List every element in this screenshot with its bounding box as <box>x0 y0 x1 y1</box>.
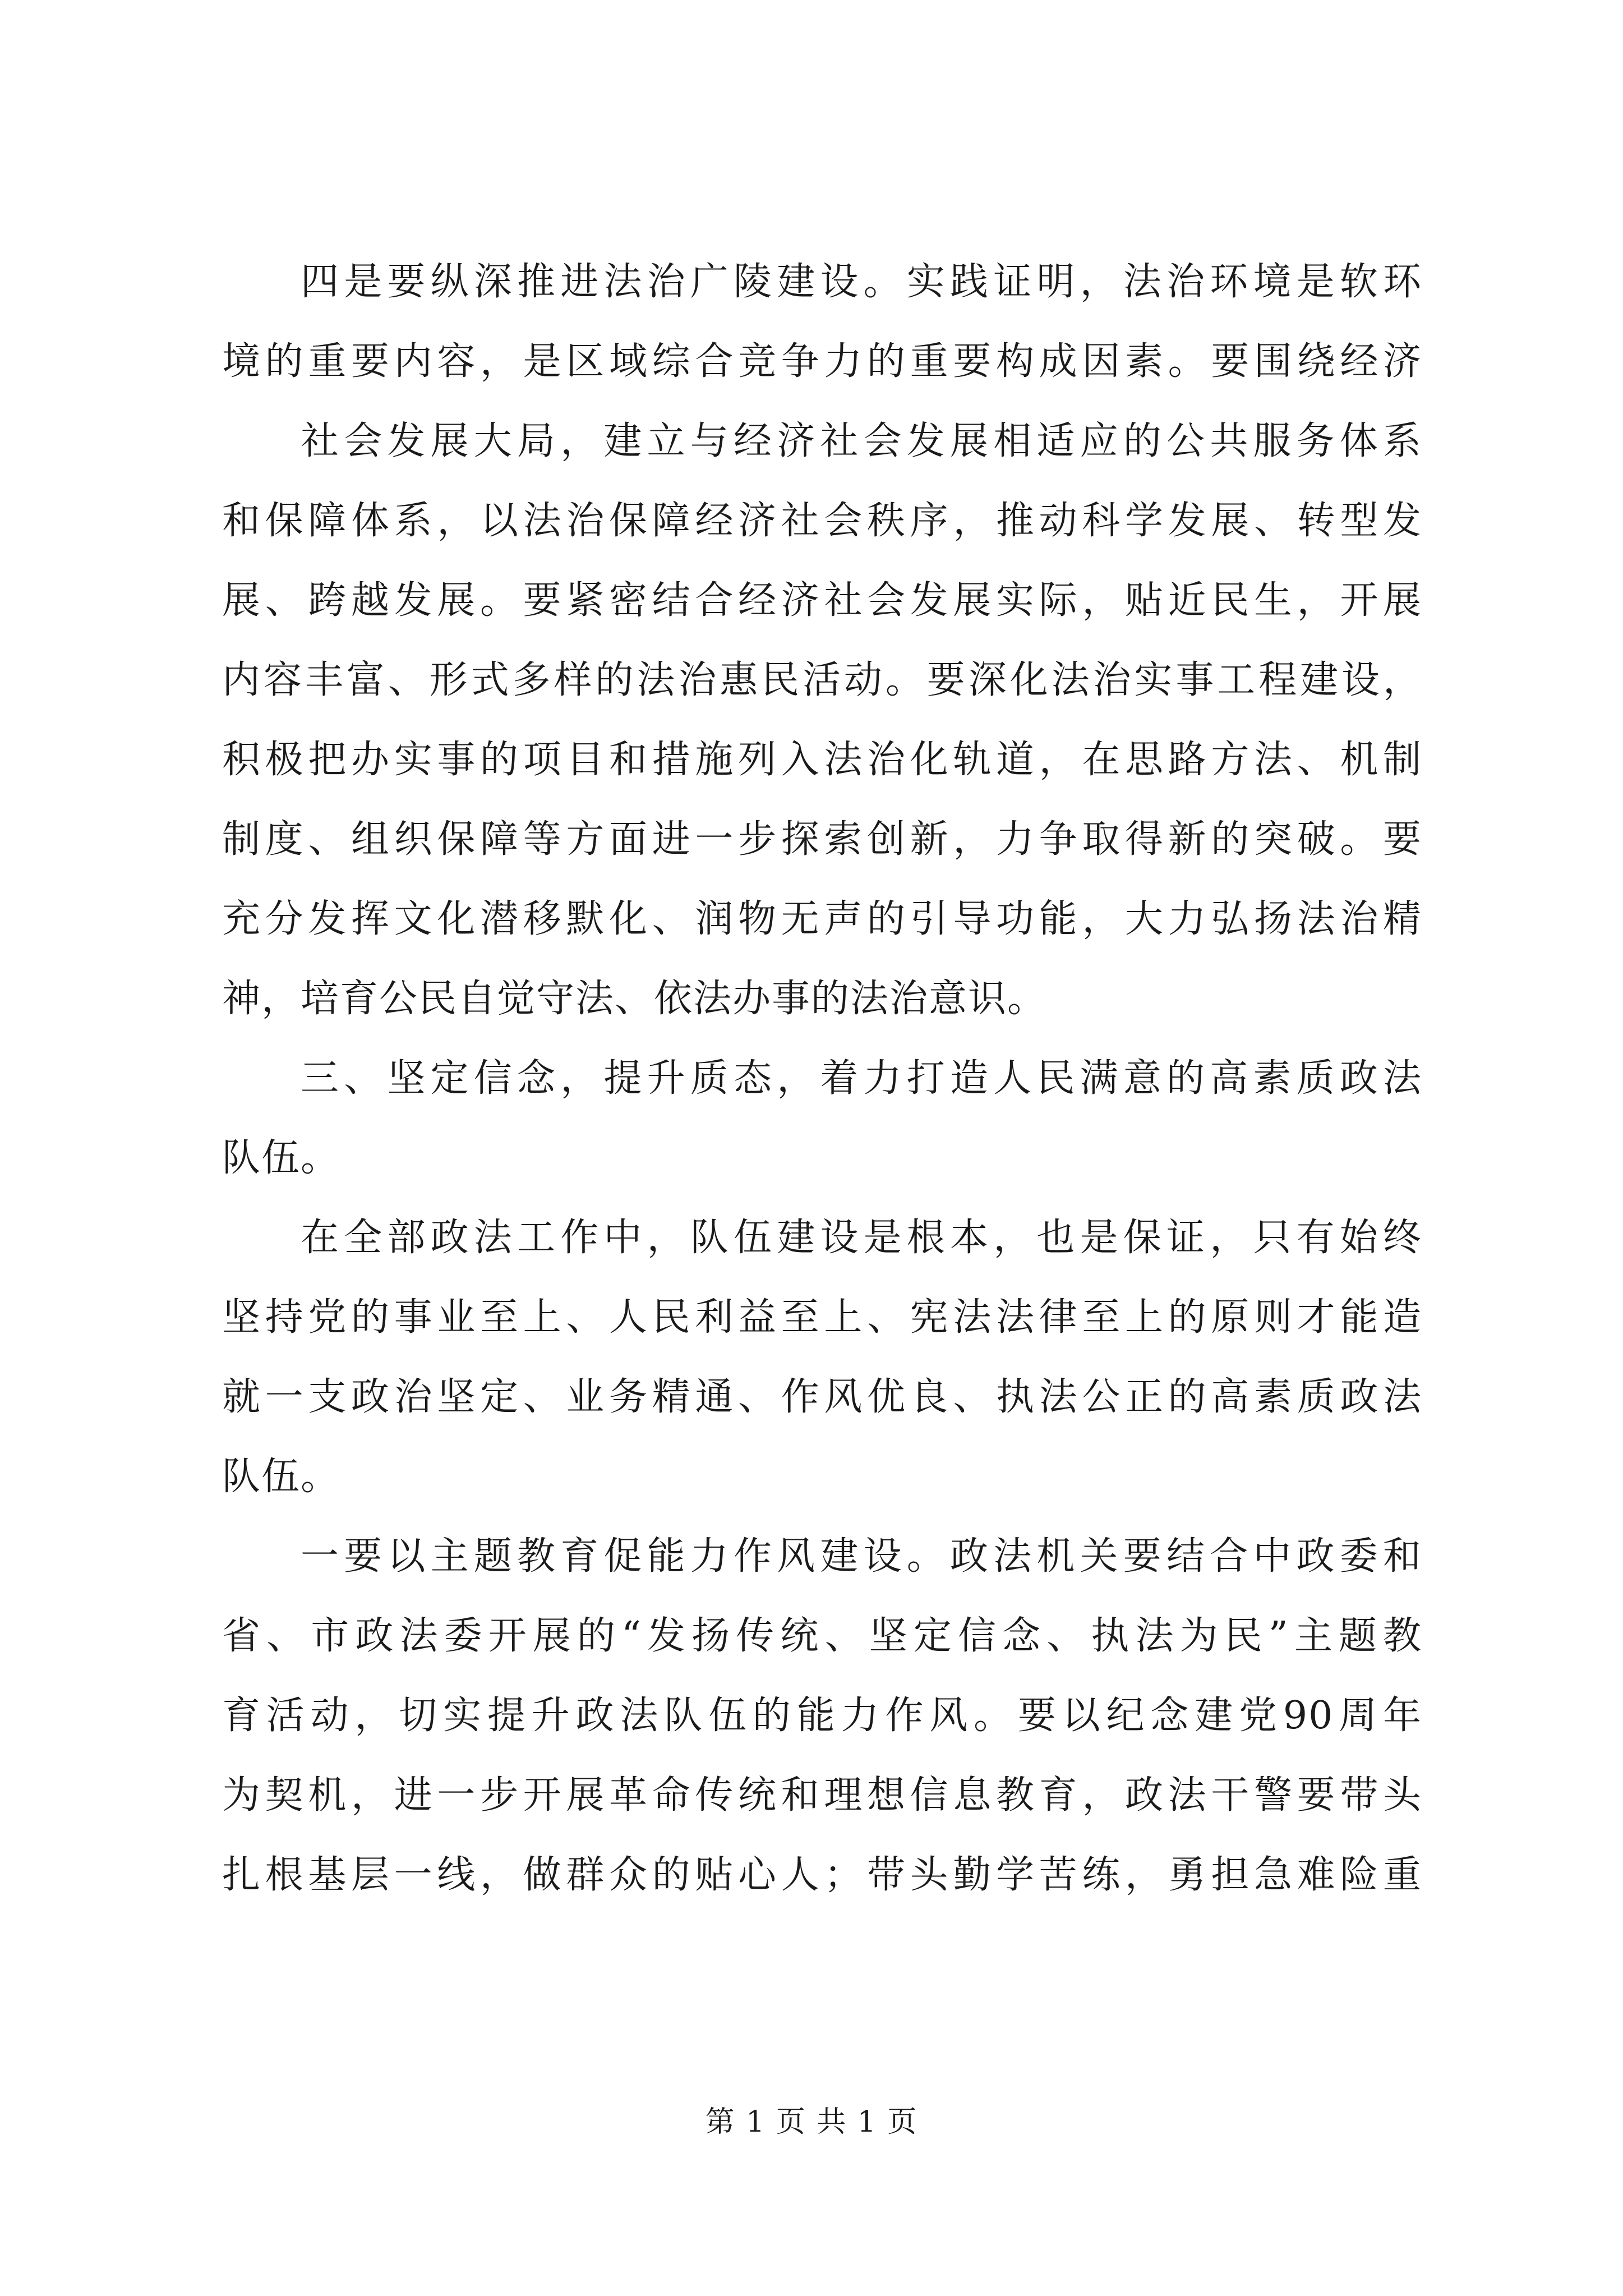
text-line: 境的重要内容，是区域综合竞争力的重要构成因素。要围绕经济 <box>222 339 1422 384</box>
document-body <box>222 242 1422 1915</box>
text-line: 积极把办实事的项目和措施列入法治化轨道，在思路方法、机制 <box>222 738 1422 782</box>
text-line: 一要以主题教育促能力作风建设。政法机关要结合中政委和 <box>301 1534 1422 1579</box>
text-line: 神，培育公民自觉守法、依法办事的法治意识。 <box>222 977 1047 1021</box>
text-line: 队伍。 <box>222 1455 340 1499</box>
text-line: 育活动，切实提升政法队伍的能力作风。要以纪念建党90周年 <box>222 1694 1422 1738</box>
text-line: 三、坚定信念，提升质态，着力打造人民满意的高素质政法 <box>301 1056 1422 1101</box>
text-line: 在全部政法工作中，队伍建设是根本，也是保证，只有始终 <box>301 1216 1422 1260</box>
text-line: 队伍。 <box>222 1136 340 1180</box>
text-line: 充分发挥文化潜移默化、润物无声的引导功能，大力弘扬法治精 <box>222 897 1422 941</box>
text-line: 四是要纵深推进法治广陵建设。实践证明，法治环境是软环 <box>301 260 1422 304</box>
text-line: 内容丰富、形式多样的法治惠民活动。要深化法治实事工程建设， <box>222 658 1422 702</box>
text-line: 为契机，进一步开展革命传统和理想信息教育，政法干警要带头 <box>222 1773 1422 1818</box>
text-line: 扎根基层一线，做群众的贴心人；带头勤学苦练，勇担急难险重 <box>222 1853 1422 1897</box>
page-footer: 第 1 页 共 1 页 <box>705 2105 918 2139</box>
text-line: 展、跨越发展。要紧密结合经济社会发展实际，贴近民生，开展 <box>222 578 1422 623</box>
text-line: 坚持党的事业至上、人民利益至上、宪法法律至上的原则才能造 <box>222 1295 1422 1340</box>
text-line: 社会发展大局，建立与经济社会发展相适应的公共服务体系 <box>301 419 1422 463</box>
text-line: 就一支政治坚定、业务精通、作风优良、执法公正的高素质政法 <box>222 1375 1422 1419</box>
text-line: 省、市政法委开展的“发扬传统、坚定信念、执法为民”主题教 <box>222 1614 1422 1658</box>
text-line: 制度、组织保障等方面进一步探索创新，力争取得新的突破。要 <box>222 817 1422 862</box>
text-line: 和保障体系，以法治保障经济社会秩序，推动科学发展、转型发 <box>222 499 1422 543</box>
